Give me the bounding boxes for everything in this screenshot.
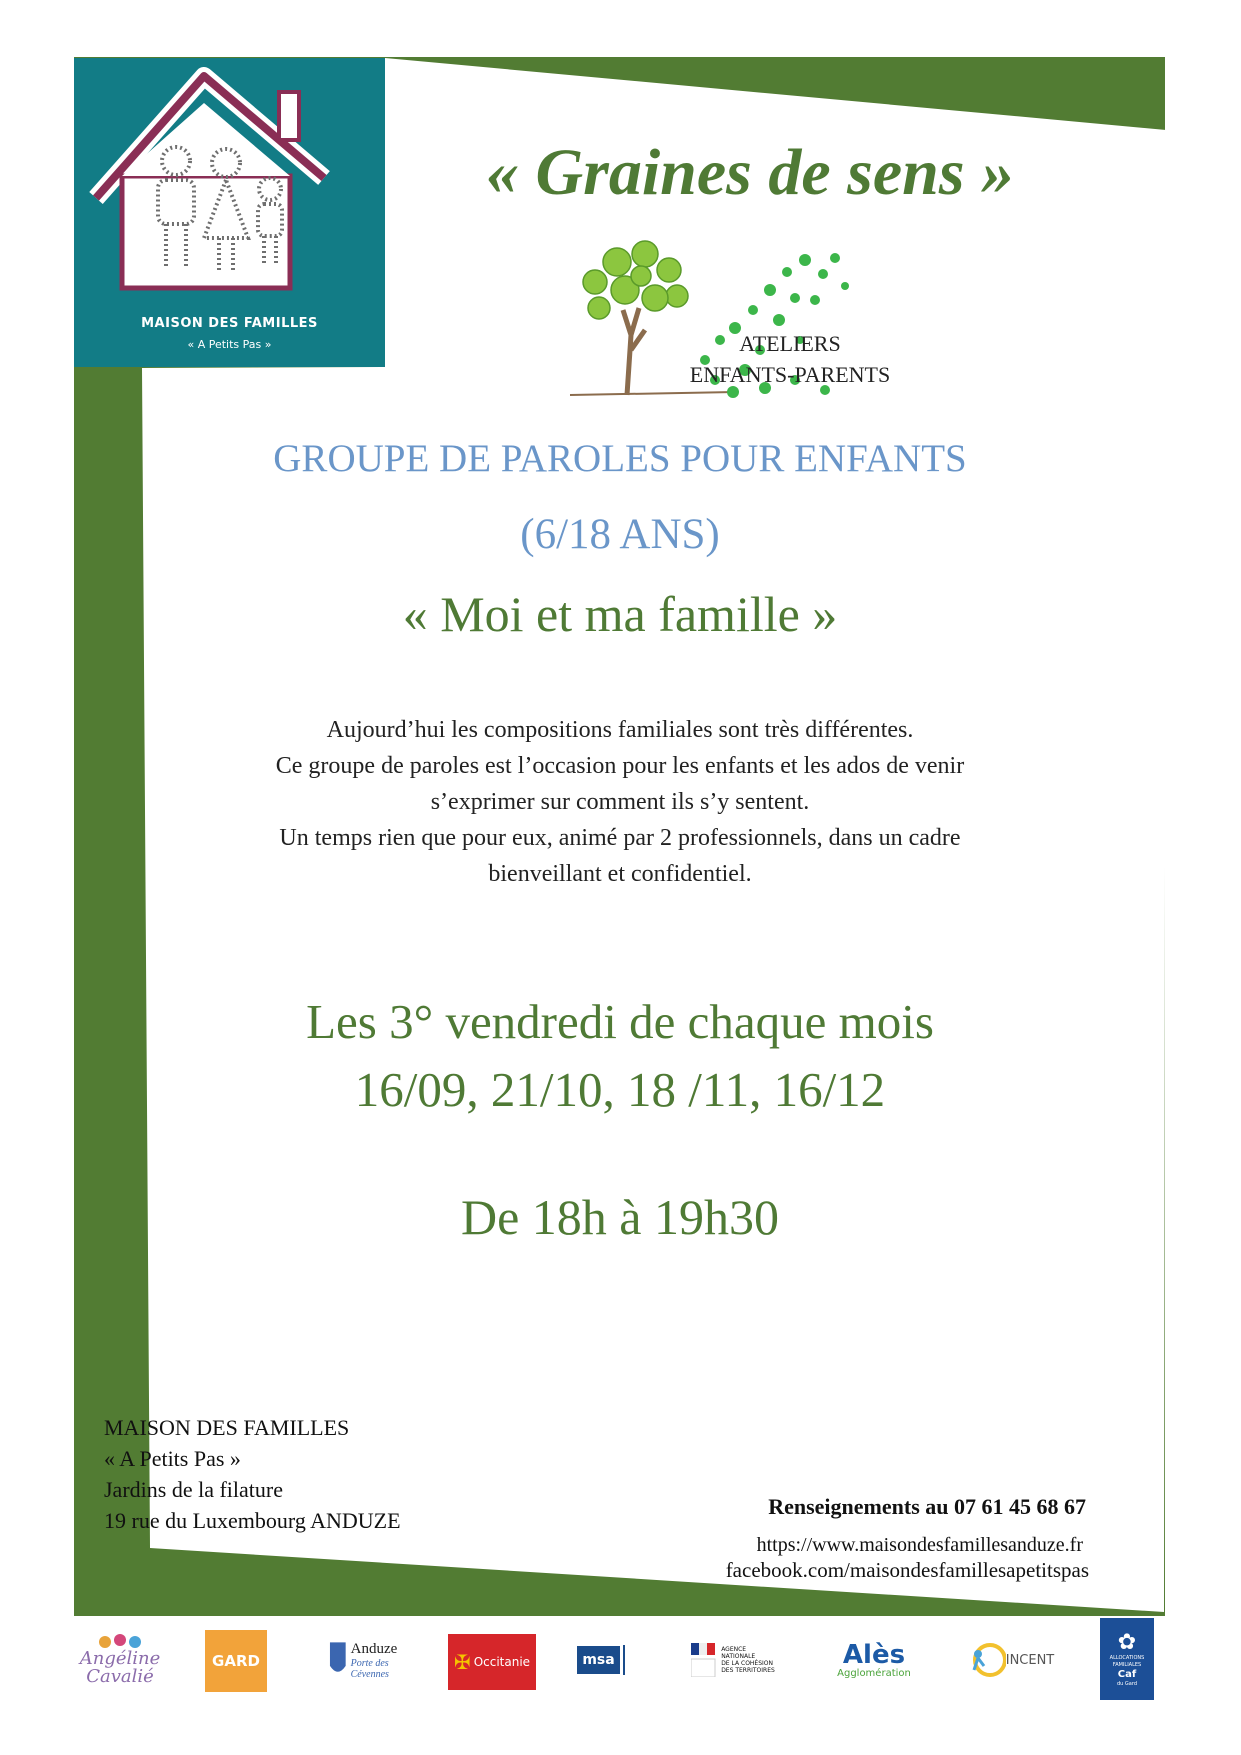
schedule bbox=[80, 988, 1160, 1124]
anduze-name: Anduze bbox=[350, 1640, 398, 1657]
caf-du-gard-logo bbox=[1100, 1618, 1154, 1700]
ateliers-label bbox=[640, 328, 940, 390]
anct-line3: DE LA COHÉSION bbox=[721, 1660, 774, 1667]
anct-line1: AGENCE bbox=[721, 1646, 747, 1653]
logo-subtitle: « A Petits Pas » bbox=[187, 338, 272, 351]
schedule-frequency: Les 3° vendredi de chaque mois bbox=[306, 994, 934, 1049]
anduze-logo bbox=[328, 1620, 428, 1700]
description-line: bienveillant et confidentiel. bbox=[488, 861, 752, 887]
angeline-cavalie-logo bbox=[80, 1620, 160, 1700]
ales-agglomeration-logo bbox=[825, 1620, 923, 1700]
schedule-dates: 16/09, 21/10, 18 /11, 16/12 bbox=[354, 1062, 886, 1117]
website-link[interactable]: https://www.maisondesfamillesanduze.fr bbox=[756, 1534, 1083, 1556]
anct-line2: NATIONALE bbox=[721, 1653, 756, 1660]
description-line: Un temps rien que pour eux, animé par 2 professionnels, dans un cadre bbox=[279, 825, 961, 851]
marianne-flag-icon bbox=[691, 1643, 717, 1677]
address-line: Jardins de la filature bbox=[104, 1477, 283, 1502]
logo-name: MAISON DES FAMILLES bbox=[141, 316, 318, 331]
description-line: s’exprimer sur comment ils s’y sentent. bbox=[430, 789, 810, 815]
ales-name: Alès bbox=[842, 1639, 906, 1670]
house-logo-icon bbox=[74, 58, 385, 308]
description-line: Aujourd’hui les compositions familiales sont très différentes. bbox=[326, 717, 914, 743]
occitanie-cross-icon: ✠ bbox=[453, 1650, 471, 1674]
facebook-link[interactable]: facebook.com/maisondesfamillesapetitspas bbox=[725, 1558, 1089, 1582]
caf-line1: ALLOCATIONS bbox=[1109, 1654, 1145, 1661]
angeline-line1: Angéline bbox=[79, 1648, 161, 1669]
maison-des-familles-logo bbox=[74, 58, 385, 367]
description-text bbox=[170, 712, 1070, 892]
caf-line3: Caf bbox=[1117, 1668, 1137, 1680]
saint-vincent-label: INCENT bbox=[1005, 1652, 1055, 1668]
msa-label: msa bbox=[577, 1646, 619, 1674]
occitanie-label: Occitanie bbox=[473, 1655, 531, 1669]
anct-line4: DES TERRITOIRES bbox=[721, 1667, 775, 1674]
address-block bbox=[104, 1412, 401, 1536]
poster-title: « Graines de sens » bbox=[485, 136, 1015, 209]
coat-of-arms-icon bbox=[328, 1640, 348, 1680]
ales-sub: Agglomération bbox=[837, 1667, 911, 1679]
address-line: 19 rue du Luxembourg ANDUZE bbox=[104, 1508, 401, 1533]
sun-figure-icon bbox=[966, 1640, 1006, 1680]
ateliers-line2: ENFANTS-PARENTS bbox=[689, 362, 891, 387]
caf-flower-icon: ✿ bbox=[1117, 1629, 1137, 1655]
address-line: MAISON DES FAMILLES bbox=[104, 1415, 350, 1440]
theme-title: « Moi et ma famille » bbox=[402, 586, 838, 642]
description-line: Ce groupe de paroles est l’occasion pour les enfants et les ados de venir bbox=[275, 753, 965, 779]
contact-phone: Renseignements au 07 61 45 68 67 bbox=[768, 1494, 1086, 1519]
occitanie-region-logo bbox=[448, 1634, 536, 1690]
ateliers-line1: ATELIERS bbox=[739, 331, 841, 356]
gard-label: GARD bbox=[212, 1652, 260, 1670]
caf-line2: FAMILIALES bbox=[1112, 1661, 1142, 1668]
group-heading: GROUPE DE PAROLES POUR ENFANTS bbox=[273, 437, 967, 480]
anduze-tagline: Porte des Cévennes bbox=[350, 1657, 389, 1680]
caf-line4: du Gard bbox=[1116, 1680, 1137, 1687]
age-range: (6/18 ANS) bbox=[520, 511, 720, 558]
msa-logo bbox=[576, 1620, 656, 1700]
anct-logo bbox=[678, 1620, 788, 1700]
msa-divider bbox=[623, 1645, 655, 1675]
session-hours: De 18h à 19h30 bbox=[461, 1189, 779, 1245]
address-line: « A Petits Pas » bbox=[104, 1446, 241, 1471]
saint-vincent-logo bbox=[960, 1620, 1060, 1700]
gard-department-logo bbox=[205, 1630, 267, 1692]
angeline-line2: Cavalié bbox=[86, 1666, 154, 1687]
